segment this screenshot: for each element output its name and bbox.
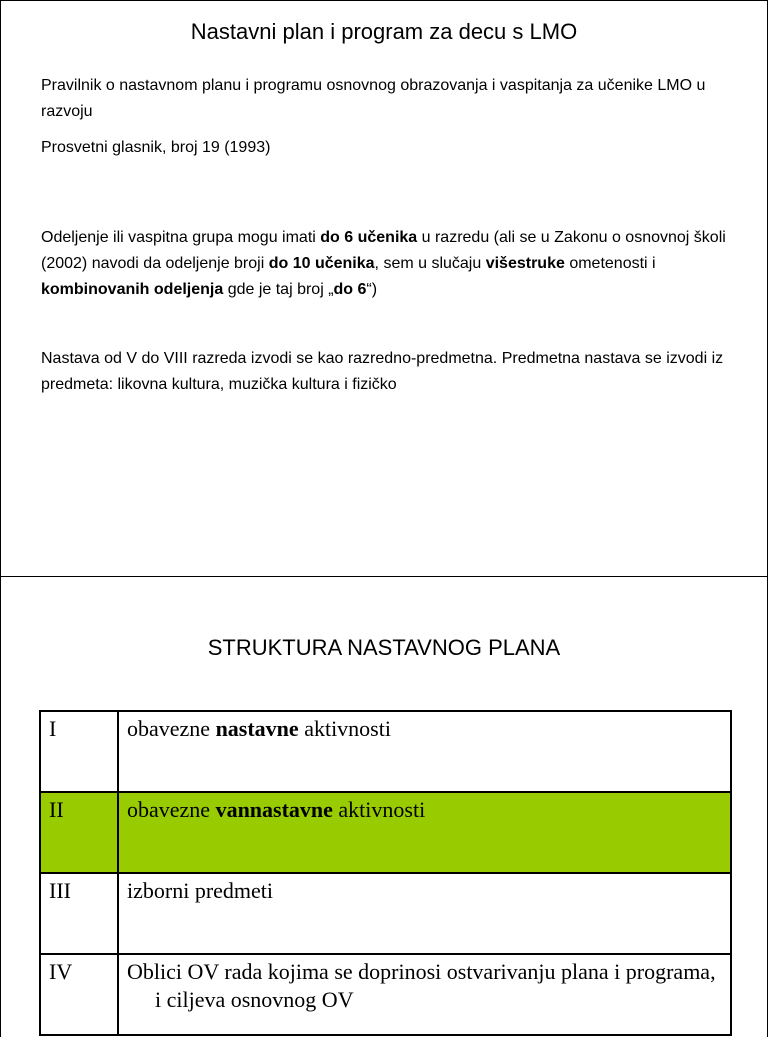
text-run: ometenosti i — [564, 255, 656, 272]
text-run: Odeljenje ili vaspitna grupa mogu imati — [41, 229, 321, 246]
emphasis-visestruke: višestruke — [485, 255, 565, 272]
row-description — [118, 711, 731, 792]
paragraph-nastava: Nastava od V do VIII razreda izvodi se kao razredno-predmetna. Predmetna nastava se izvodi iz predmeta: likovna kultura, muzička kultura i fizičko — [41, 350, 724, 393]
text-run: obavezne — [127, 716, 216, 741]
slide-1-title: Nastavni plan i program za decu s LMO — [190, 19, 578, 44]
row-description — [118, 792, 731, 873]
table-row — [40, 873, 731, 954]
text-run: “) — [366, 281, 378, 298]
row-number: IV — [40, 954, 118, 1035]
text-run: aktivnosti — [332, 797, 426, 822]
paragraph-odeljenje — [41, 225, 731, 303]
row-description: izborni predmeti — [118, 873, 731, 954]
emphasis-nastavne: nastavne — [215, 716, 299, 741]
text-run: u razredu (ali se u Zakonu o osnovnoj školi (2002) navodi da odeljenje broji — [41, 229, 726, 272]
table-row-highlighted — [40, 792, 731, 873]
row-number: II — [40, 792, 118, 873]
emphasis-kombinovanih-odeljenja: kombinovanih odeljenja — [41, 281, 224, 298]
row-number: III — [40, 873, 118, 954]
paragraph-glasnik: Prosvetni glasnik, broj 19 (1993) — [41, 139, 271, 156]
text-run: aktivnosti — [298, 716, 391, 741]
row-number: I — [40, 711, 118, 792]
row-description-text: Oblici OV rada kojima se doprinosi ostvarivanju plana i programa, i ciljeva osnovnog OV — [127, 959, 716, 1012]
text-run: , sem u slučaju — [374, 255, 486, 272]
emphasis-vannastavne: vannastavne — [215, 797, 333, 822]
plan-structure-table — [39, 710, 732, 1036]
slide-2 — [0, 576, 768, 1037]
paragraph-pravilnik: Pravilnik o nastavnom planu i programu osnovnog obrazovanja i vaspitanja za učenike LMO u razvoju — [41, 77, 706, 120]
emphasis-do-6-ucenika: do 6 učenika — [320, 229, 418, 246]
text-run: obavezne — [127, 797, 216, 822]
row-description — [118, 954, 731, 1035]
slide-2-title: STRUKTURA NASTAVNOG PLANA — [207, 635, 561, 660]
emphasis-do-6: do 6 — [333, 281, 367, 298]
emphasis-do-10-ucenika: do 10 učenika — [268, 255, 375, 272]
table-row — [40, 711, 731, 792]
table-row — [40, 954, 731, 1035]
text-run: gde je taj broj „ — [223, 281, 334, 298]
